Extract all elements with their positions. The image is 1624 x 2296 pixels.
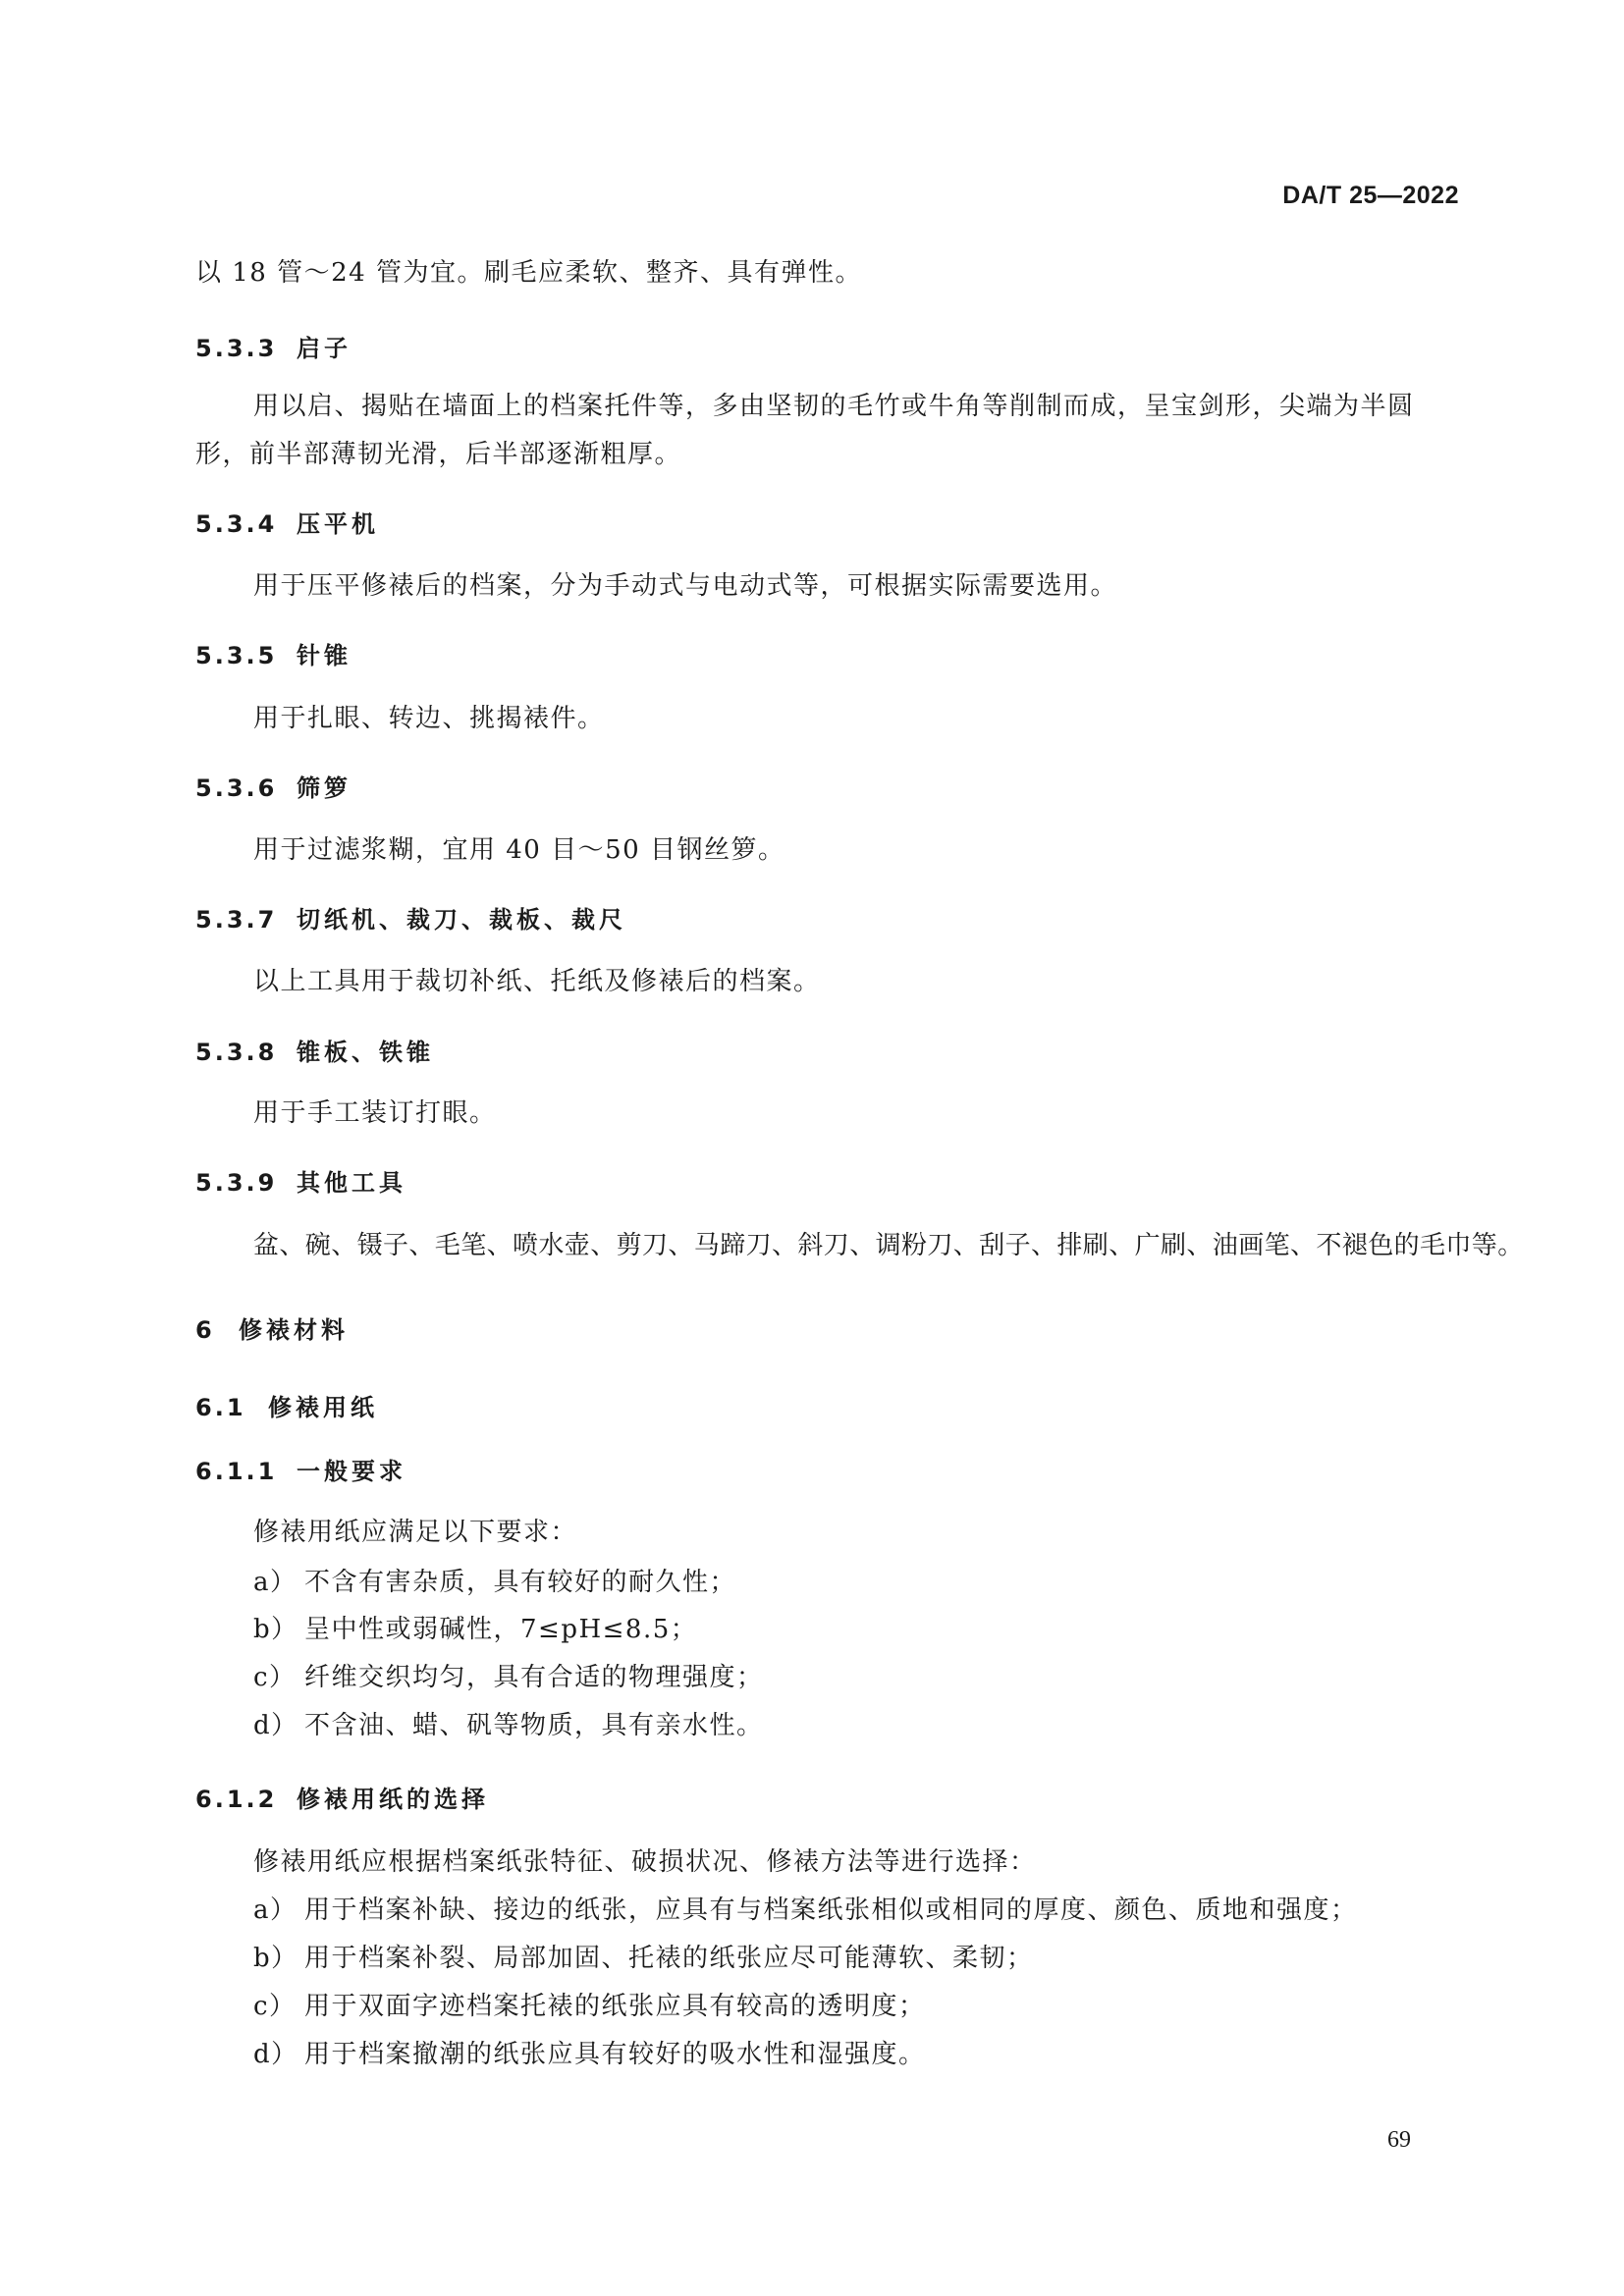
section-number: 6.1.2: [195, 1786, 278, 1813]
section-5-3-8-heading: [195, 1037, 434, 1068]
section-5-3-6-text: 用于过滤浆糊，宜用 40 目～50 目钢丝箩。: [253, 835, 785, 865]
section-number: 6: [195, 1316, 215, 1344]
section-6-1-heading: [195, 1392, 378, 1423]
section-5-3-9-heading: [195, 1167, 406, 1199]
list-item-label: a）: [253, 1568, 298, 1597]
list-item-text: 不含油、蜡、矾等物质，具有亲水性。: [304, 1711, 764, 1740]
list-item-text: 用于双面字迹档案托裱的纸张应具有较高的透明度；: [304, 1992, 926, 2021]
section-number: 6.1: [195, 1394, 246, 1421]
list-item-text: 用于档案撤潮的纸张应具有较好的吸水性和湿强度。: [304, 2040, 926, 2069]
document-code: DA/T 25—2022: [1282, 182, 1459, 209]
section-number: 6.1.1: [195, 1458, 278, 1485]
section-title: 启子: [297, 335, 352, 362]
section-number: 5.3.9: [195, 1169, 278, 1197]
list-item: [253, 1990, 926, 2023]
section-number: 5.3.4: [195, 510, 278, 538]
list-item: [253, 1566, 736, 1599]
section-title: 修裱材料: [239, 1316, 349, 1344]
list-item: [253, 1894, 1358, 1927]
section-title: 筛箩: [297, 774, 352, 802]
list-item-label: c）: [253, 1663, 297, 1692]
section-6-1-1-heading: [195, 1456, 406, 1487]
list-item: [253, 2038, 926, 2071]
section-6-heading: [195, 1314, 349, 1346]
section-number: 5.3.6: [195, 774, 278, 802]
list-item-label: d）: [253, 2040, 298, 2069]
section-title: 其他工具: [297, 1169, 406, 1197]
section-title: 切纸机、裁刀、裁板、裁尺: [297, 906, 626, 934]
section-5-3-6-heading: [195, 773, 352, 804]
section-5-3-8-text: 用于手工装订打眼。: [253, 1098, 497, 1128]
section-title: 针锥: [297, 642, 352, 669]
list-item-text: 纤维交织均匀，具有合适的物理强度；: [304, 1663, 764, 1692]
section-number: 5.3.7: [195, 906, 278, 934]
section-5-3-4-heading: [195, 508, 379, 540]
list-item-text: 用于档案补缺、接边的纸张，应具有与档案纸张相似或相同的厚度、颜色、质地和强度；: [304, 1896, 1358, 1925]
section-6-1-2-intro: 修裱用纸应根据档案纸张特征、破损状况、修裱方法等进行选择：: [253, 1847, 1037, 1877]
page-number: 69: [1387, 2127, 1411, 2153]
continuation-paragraph: 以 18 管～24 管为宜。刷毛应柔软、整齐、具有弹性。: [195, 258, 862, 288]
section-title: 修裱用纸: [268, 1394, 378, 1421]
list-item-text: 不含有害杂质，具有较好的耐久性；: [304, 1568, 737, 1597]
section-5-3-3-line-2: 形，前半部薄韧光滑，后半部逐渐粗厚。: [195, 440, 682, 469]
section-5-3-7-heading: [195, 904, 626, 935]
list-item-label: b）: [253, 1615, 298, 1644]
list-item-label: a）: [253, 1896, 298, 1925]
list-item-label: b）: [253, 1944, 298, 1973]
section-title: 压平机: [297, 510, 379, 538]
list-item-label: c）: [253, 1992, 297, 2021]
list-item-text: 呈中性或弱碱性，7≤pH≤8.5；: [304, 1615, 698, 1644]
section-number: 5.3.8: [195, 1039, 278, 1066]
list-item: [253, 1942, 1034, 1975]
section-5-3-3-heading: [195, 333, 352, 364]
section-6-1-1-intro: 修裱用纸应满足以下要求：: [253, 1518, 578, 1547]
section-5-3-7-text: 以上工具用于裁切补纸、托纸及修裱后的档案。: [253, 967, 821, 996]
section-title: 锥板、铁锥: [297, 1039, 434, 1066]
section-5-3-5-text: 用于扎眼、转边、挑揭裱件。: [253, 704, 605, 733]
section-title: 一般要求: [297, 1458, 406, 1485]
list-item: [253, 1709, 764, 1742]
section-6-1-2-heading: [195, 1784, 489, 1815]
section-5-3-9-text: 盆、碗、镊子、毛笔、喷水壶、剪刀、马蹄刀、斜刀、调粉刀、刮子、排刷、广刷、油画笔、不褪色的毛巾等。: [253, 1231, 1524, 1260]
section-5-3-5-heading: [195, 640, 352, 671]
section-5-3-4-text: 用于压平修裱后的档案，分为手动式与电动式等，可根据实际需要选用。: [253, 571, 1118, 601]
section-number: 5.3.3: [195, 335, 278, 362]
section-number: 5.3.5: [195, 642, 278, 669]
list-item-text: 用于档案补裂、局部加固、托裱的纸张应尽可能薄软、柔韧；: [304, 1944, 1034, 1973]
list-item: [253, 1661, 764, 1694]
section-title: 修裱用纸的选择: [297, 1786, 489, 1813]
list-item-label: d）: [253, 1711, 298, 1740]
list-item: [253, 1613, 697, 1646]
section-5-3-3-line-1: 用以启、揭贴在墙面上的档案托件等，多由坚韧的毛竹或牛角等削制而成，呈宝剑形，尖端为半圆: [253, 392, 1415, 421]
